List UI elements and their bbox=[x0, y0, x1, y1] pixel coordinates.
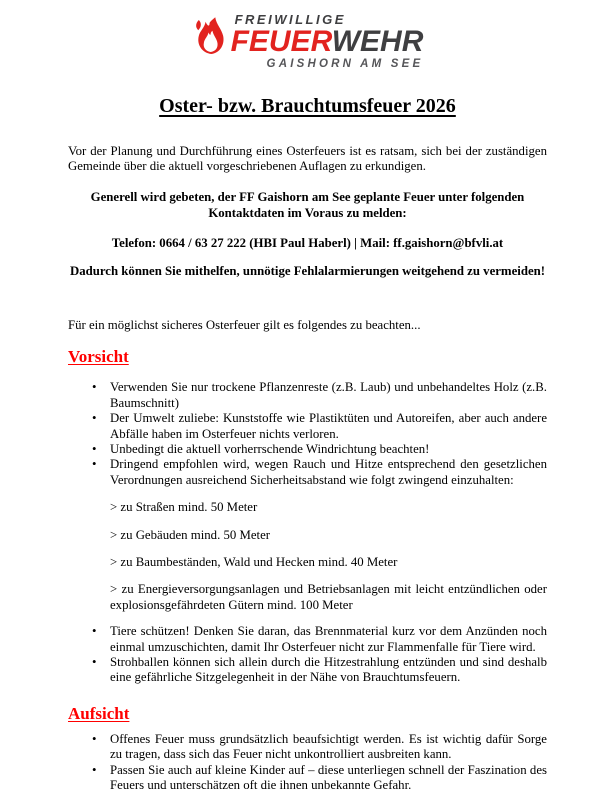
vorsicht-bullet-list bbox=[68, 380, 547, 488]
section-heading-aufsicht: Aufsicht bbox=[68, 703, 130, 723]
distance-item: > zu Energieversorgungsanlagen und Betriebsanlagen mit leicht entzündlichen oder explosionsgefährdeten Gütern mind. 100 Meter bbox=[110, 582, 547, 612]
logo-name-red: FEUER bbox=[230, 25, 332, 58]
section-heading-vorsicht: Vorsicht bbox=[68, 347, 129, 367]
safety-intro-note: Für ein möglichst sicheres Osterfeuer gilt es folgendes zu beachten... bbox=[68, 317, 421, 332]
bullet-item: • Verwenden Sie nur trockene Pflanzenreste (z.B. Laub) und unbehandeltes Holz (z.B. Baumschnitt) bbox=[68, 380, 547, 411]
logo-name-dark: WEHR bbox=[331, 25, 424, 58]
logo-text bbox=[231, 10, 424, 71]
bullet-item: • Dringend empfohlen wird, wegen Rauch und Hitze entsprechend den gesetzlichen Verordnungen ausreichend Sicherheitsabstand wie folgt zwingend einzuhalten: bbox=[68, 457, 547, 488]
bullet-item: • Passen Sie auch auf kleine Kinder auf – diese unterliegen schnell der Faszination des Feuers und unterschätzen oft die ihnen unbekannte Gefahr. bbox=[68, 763, 547, 794]
flame-icon bbox=[192, 12, 226, 70]
intro-paragraph: Vor der Planung und Durchführung eines Osterfeuers ist es ratsam, sich bei der zuständigen Gemeinde über die aktuell vorgeschriebenen Auflagen zu erkundigen. bbox=[68, 143, 547, 173]
bullet-item: • Tiere schützen! Denken Sie daran, das Brennmaterial kurz vor dem Anzünden noch einmal umzuschichten, damit Ihr Osterfeuer nicht zur Flammenfalle für Tiere wird. bbox=[68, 624, 547, 655]
logo-top-line: FREIWILLIGE bbox=[234, 12, 346, 27]
bullet-item: • Strohballen können sich allein durch die Hitzestrahlung entzünden und sind deshalb eine gefährliche Sitzgelegenheit in der Nähe von Brauchtumsfeuern. bbox=[68, 655, 547, 686]
distance-item: > zu Baumbeständen, Wald und Hecken mind. 40 Meter bbox=[110, 555, 398, 569]
bullet-item: • Unbedingt die aktuell vorherrschende Windrichtung beachten! bbox=[68, 442, 547, 457]
fire-department-logo bbox=[68, 0, 547, 71]
contact-info: Telefon: 0664 / 63 27 222 (HBI Paul Haberl) | Mail: ff.gaishorn@bfvli.at bbox=[111, 236, 504, 251]
avoid-false-alarms-note: Dadurch können Sie mithelfen, unnötige Fehlalarmierungen weitgehend zu vermeiden! bbox=[69, 263, 546, 278]
logo-name bbox=[231, 27, 424, 57]
bullet-item: • Der Umwelt zuliebe: Kunststoffe wie Plastiktüten und Autoreifen, aber auch andere Abfälle haben im Osterfeuer nichts verloren. bbox=[68, 411, 547, 442]
aufsicht-bullet-list bbox=[68, 732, 547, 794]
report-request-paragraph: Generell wird gebeten, der FF Gaishorn am See geplante Feuer unter folgenden Kontaktdaten im Voraus zu melden: bbox=[90, 190, 525, 220]
distance-list bbox=[68, 500, 547, 613]
logo-subtitle: GAISHORN AM SEE bbox=[266, 58, 424, 70]
bullet-item: • Offenes Feuer muss grundsätzlich beaufsichtigt werden. Es ist wichtig dafür Sorge zu tragen, dass sich das Feuer nicht unkontrolliert ausbreiten kann. bbox=[68, 732, 547, 763]
distance-item: > zu Straßen mind. 50 Meter bbox=[110, 500, 258, 515]
vorsicht-bullet-list-continued bbox=[68, 624, 547, 686]
document-title: Oster- bzw. Brauchtumsfeuer 2026 bbox=[159, 94, 456, 117]
distance-item: > zu Gebäuden mind. 50 Meter bbox=[110, 527, 271, 542]
